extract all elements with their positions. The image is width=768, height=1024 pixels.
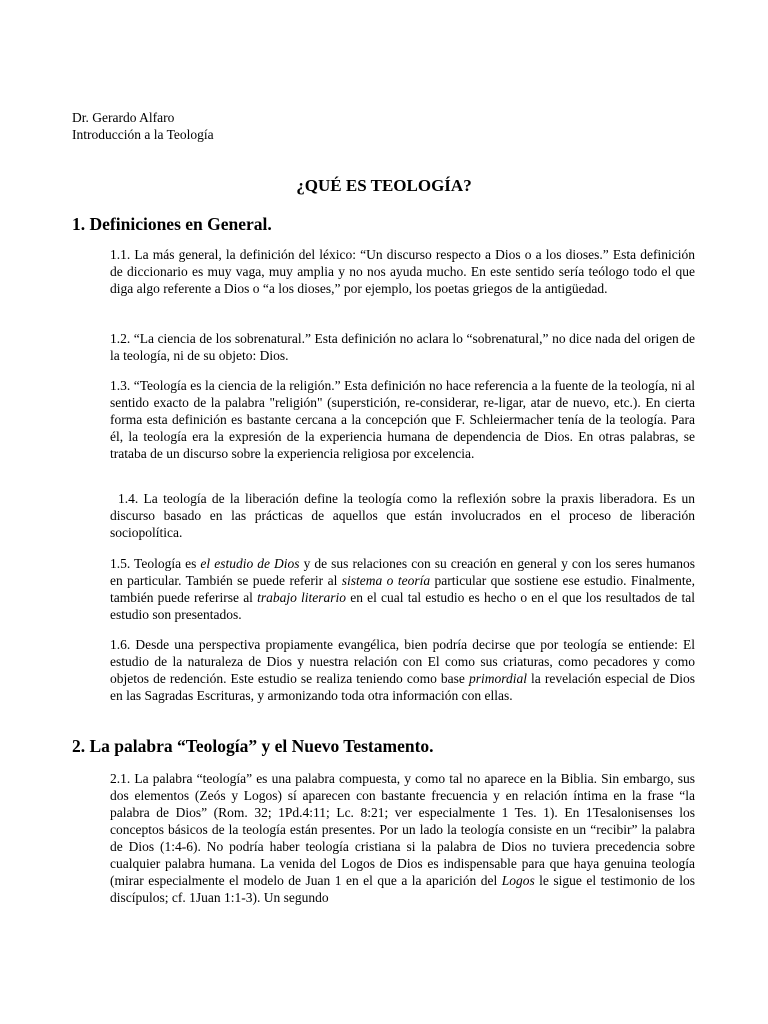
course-name: Introducción a la Teología bbox=[72, 127, 214, 142]
page-title: ¿QUÉ ES TEOLOGÍA? bbox=[296, 176, 472, 195]
paragraph-1-1: 1.1. La más general, la definición del léxico: “Un discurso respecto a Dios o a los dioses.” Esta definición de diccionario es muy vaga, muy amplia y no nos ayuda mucho. En este sentido sería teólogo todo el que diga algo referente a Dios o “a los dioses,” por ejemplo, los poetas griegos de la antigüedad. bbox=[110, 247, 695, 296]
author-name: Dr. Gerardo Alfaro bbox=[72, 110, 175, 125]
section-heading-2: 2. La palabra “Teología” y el Nuevo Testamento. bbox=[72, 736, 434, 756]
document-header bbox=[72, 109, 214, 143]
paragraph-1-2: 1.2. “La ciencia de los sobrenatural.” Esta definición no aclara lo “sobrenatural,” no dice nada del origen de la teología, ni de su objeto: Dios. bbox=[110, 331, 695, 363]
paragraph-1-5: 1.5. Teología es el estudio de Dios y de sus relaciones con su creación en general y con los seres humanos en particular. También se puede referir al sistema o teoría particular que sostiene ese estudio. Finalmente, también puede referirse al trabajo literario en el cual tal estudio es hecho o en el que los resultados de tal estudio son presentados. bbox=[110, 556, 696, 622]
paragraph-1-3: 1.3. “Teología es la ciencia de la religión.” Esta definición no hace referencia a la fuente de la teología, ni al sentido exacto de la palabra "religión" (superstición, re-considerar, re-ligar, atar de nuevo, etc.). En cierta forma esta definición es bastante cercana a la concepción que F. Schleiermacher tenía de la teología. Para él, la teología era la expresión de la experiencia humana de dependencia de Dios. En otras palabras, se trataba de un discurso sobre la experiencia religiosa por excelencia. bbox=[110, 378, 695, 461]
section-heading-1: 1. Definiciones en General. bbox=[72, 214, 272, 234]
paragraph-1-4: 1.4. La teología de la liberación define la teología como la reflexión sobre la praxis liberadora. Es un discurso basado en las prácticas de aquellos que están involucrados en el proceso de liberación sociopolítica. bbox=[110, 491, 695, 540]
paragraph-1-6: 1.6. Desde una perspectiva propiamente evangélica, bien podría decirse que por teología se entiende: El estudio de la naturaleza de Dios y nuestra relación con El como sus criaturas, como pecadores y como objetos de redención. Este estudio se realiza teniendo como base primordial la revelación especial de Dios en las Sagradas Escrituras, y armonizando toda otra información con ellas. bbox=[110, 637, 695, 703]
paragraph-2-1: 2.1. La palabra “teología” es una palabra compuesta, y como tal no aparece en la Biblia. Sin embargo, sus dos elementos (Zeós y Logos) sí aparecen con bastante frecuencia y en relación íntima en la frase “la palabra de Dios” (Rom. 32; 1Pd.4:11; Lc. 8:21; ver especialmente 1 Tes. 1). En 1Tesalonisenses los conceptos básicos de la teología están presentes. Por un lado la teología consiste en un “recibir” la palabra de Dios (1:4-6). No podría haber teología cristiana si la palabra de Dios no tuviera precedencia sobre cualquier palabra humana. La venida del Logos de Dios es indispensable para que haya genuina teología (mirar especialmente el modelo de Juan 1 en el que a la aparición del Logos le sigue el testimonio de los discípulos; cf. 1Juan 1:1-3). Un segundo bbox=[110, 771, 696, 905]
